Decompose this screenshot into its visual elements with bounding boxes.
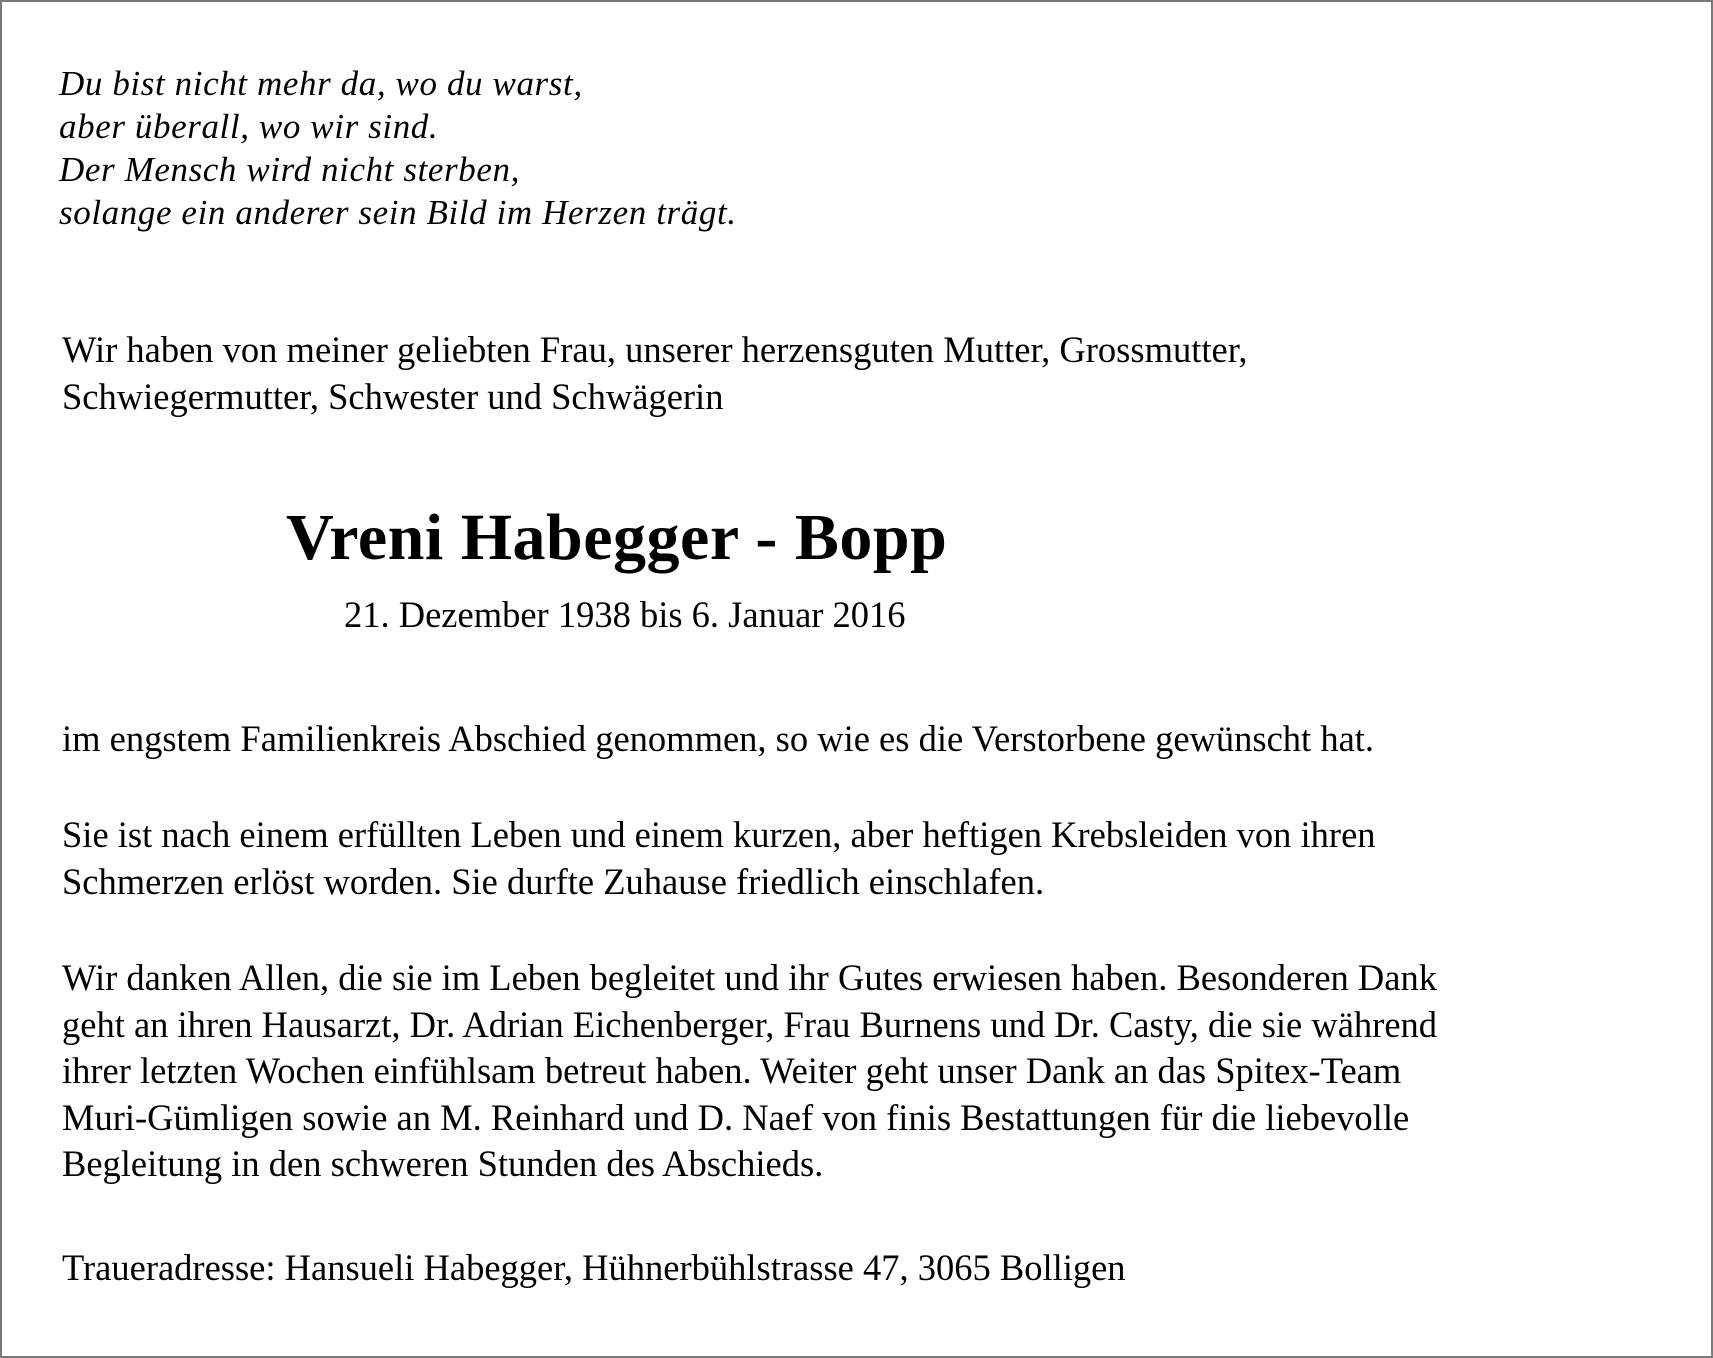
thanks-line: geht an ihren Hausarzt, Dr. Adrian Eichenberger, Frau Burnens und Dr. Casty, die sie während [62,1003,1438,1045]
poem-line: solange ein anderer sein Bild im Herzen trägt. [59,193,737,232]
address-line: Traueradresse: Hansueli Habegger, Hühnerbühlstrasse 47, 3065 Bolligen [62,1247,1126,1288]
deceased-name: Vreni Habegger - Bopp [286,501,948,574]
farewell-line: im engstem Familienkreis Abschied genommen, so wie es die Verstorbene gewünscht hat. [62,718,1375,759]
poem-line: Der Mensch wird nicht sterben, [59,150,520,189]
poem-line: aber überall, wo wir sind. [59,107,439,146]
relief-line: Sie ist nach einem erfüllten Leben und einem kurzen, aber heftigen Krebsleiden von ihren [62,814,1376,855]
farewell-paragraph [62,716,1374,763]
relief-line: Schmerzen erlöst worden. Sie durfte Zuhause friedlich einschlafen. [62,860,1045,902]
intro-paragraph [62,327,1248,420]
mourning-address [62,1245,1126,1292]
thanks-line: ihrer letzten Wochen einfühlsam betreut haben. Weiter geht unser Dank an das Spitex-Team [62,1050,1402,1091]
life-dates: 21. Dezember 1938 bis 6. Januar 2016 [344,594,906,635]
poem-line: Du bist nicht mehr da, wo du warst, [59,64,583,103]
intro-line: Schwiegermutter, Schwester und Schwägerin [62,375,724,417]
thanks-paragraph [62,955,1437,1188]
poem [59,62,737,234]
thanks-line: Muri-Gümligen sowie an M. Reinhard und D. Naef von finis Bestattungen für die liebevolle [62,1096,1410,1138]
intro-line: Wir haben von meiner geliebten Frau, unserer herzensguten Mutter, Grossmutter, [62,329,1248,370]
thanks-line: Begleitung in den schweren Stunden des Abschieds. [62,1143,824,1184]
thanks-line: Wir danken Allen, die sie im Leben begleitet und ihr Gutes erwiesen haben. Besonderen Dank [62,957,1437,998]
relief-paragraph [62,812,1376,905]
